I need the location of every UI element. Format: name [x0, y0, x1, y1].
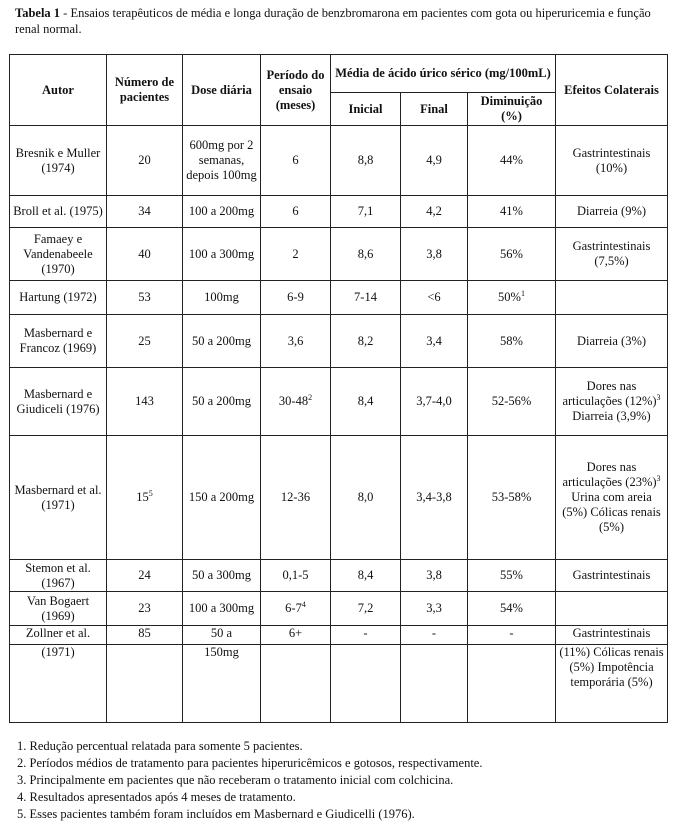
cell-inicial: 7-14 [331, 281, 401, 315]
cell-dim: 54% [468, 592, 556, 626]
cell-final: 3,3 [401, 592, 468, 626]
header-row-1 [10, 55, 668, 93]
cell-periodo [261, 645, 331, 723]
cell-n: 25 [107, 315, 183, 368]
cell-dim [468, 645, 556, 723]
table-caption [15, 5, 665, 37]
cell-inicial: 8,0 [331, 436, 401, 560]
cell-final: 4,9 [401, 126, 468, 196]
cell-autor: Van Bogaert (1969) [10, 592, 107, 626]
cell-efeitos: Dores nas articulações $(12\%)^3$ Diarreia (3,9%) [556, 368, 668, 436]
cell-periodo: 6 [261, 196, 331, 228]
cell-final: <6 [401, 281, 468, 315]
cell-final: 3,8 [401, 560, 468, 592]
cell-n: 143 [107, 368, 183, 436]
footnote: 2. Períodos médios de tratamento para pacientes hiperuricêmicos e gotosos, respectivamente. [17, 756, 483, 770]
cell-dose: 50 a 300mg [183, 560, 261, 592]
footnote: 1. Redução percentual relatada para somente 5 pacientes. [17, 739, 303, 753]
cell-efeitos: Gastrintestinais [556, 626, 668, 645]
caption-text: - Ensaios terapêuticos de média e longa duração de benzbromarona em pacientes com gota ou hiperuricemia e função renal normal. [15, 6, 651, 36]
cell-dose: 50 a 200mg [183, 315, 261, 368]
cell-dose: 50 a 200mg [183, 368, 261, 436]
cell-autor: Masbernard e Francoz (1969) [10, 315, 107, 368]
cell-autor: Hartung (1972) [10, 281, 107, 315]
cell-inicial: 7,2 [331, 592, 401, 626]
cell-efeitos: Gastrintestinais (10%) [556, 126, 668, 196]
footnote: 5. Esses pacientes também foram incluídos em Masbernard e Giudicelli (1976). [17, 807, 415, 821]
cell-autor: Famaey e Vandenabeele (1970) [10, 228, 107, 281]
cell-autor: Stemon et al. (1967) [10, 560, 107, 592]
cell-periodo: 0,1-5 [261, 560, 331, 592]
cell-dose: 150mg [183, 645, 261, 723]
cell-final: 3,4-3,8 [401, 436, 468, 560]
cell-inicial: 8,8 [331, 126, 401, 196]
cell-periodo: 12-36 [261, 436, 331, 560]
cell-n: 40 [107, 228, 183, 281]
cell-dim: 50%$^1$ [468, 281, 556, 315]
cell-n [107, 645, 183, 723]
cell-efeitos [556, 281, 668, 315]
cell-inicial: 8,2 [331, 315, 401, 368]
cell-dim: 55% [468, 560, 556, 592]
footnote: 3. Principalmente em pacientes que não receberam o tratamento inicial com colchicina. [17, 773, 454, 787]
table-row [10, 228, 668, 281]
cell-efeitos: Diarreia (3%) [556, 315, 668, 368]
table-row [10, 368, 668, 436]
cell-dim: 44% [468, 126, 556, 196]
cell-periodo: 6+ [261, 626, 331, 645]
cell-efeitos: Gastrintestinais (7,5%) [556, 228, 668, 281]
cell-dim: 52-56% [468, 368, 556, 436]
cell-dose: 100mg [183, 281, 261, 315]
cell-dim: 41% [468, 196, 556, 228]
cell-dose: 100 a 300mg [183, 228, 261, 281]
cell-inicial: 7,1 [331, 196, 401, 228]
table-row [10, 560, 668, 592]
cell-final: 3,7-4,0 [401, 368, 468, 436]
cell-inicial [331, 645, 401, 723]
cell-autor: Broll et al. (1975) [10, 196, 107, 228]
cell-n: $15^5$ [107, 436, 183, 560]
cell-autor: (1971) [10, 645, 107, 723]
cell-final: 3,4 [401, 315, 468, 368]
cell-dim: 56% [468, 228, 556, 281]
cell-periodo: 6-9 [261, 281, 331, 315]
table-row [10, 196, 668, 228]
table-row [10, 281, 668, 315]
table-body [10, 126, 668, 723]
footnote: 4. Resultados apresentados após 4 meses de tratamento. [17, 790, 296, 804]
cell-autor: Bresnik e Muller (1974) [10, 126, 107, 196]
cell-dose: 50 a [183, 626, 261, 645]
cell-final: 3,8 [401, 228, 468, 281]
cell-inicial: 8,6 [331, 228, 401, 281]
cell-final [401, 645, 468, 723]
col-autor: Autor [10, 55, 107, 126]
cell-autor: Zollner et al. [10, 626, 107, 645]
col-media: Média de ácido úrico sérico (mg/100mL) [331, 55, 556, 93]
cell-efeitos: Dores nas articulações $(23\%)^3$ Urina com areia (5%) Cólicas renais (5%) [556, 436, 668, 560]
cell-n: 34 [107, 196, 183, 228]
col-dose: Dose diária [183, 55, 261, 126]
cell-inicial: 8,4 [331, 368, 401, 436]
cell-efeitos: Diarreia (9%) [556, 196, 668, 228]
cell-final: - [401, 626, 468, 645]
cell-dose: 100 a 300mg [183, 592, 261, 626]
cell-dim: 53-58% [468, 436, 556, 560]
cell-periodo: 6 [261, 126, 331, 196]
cell-n: 53 [107, 281, 183, 315]
cell-inicial: - [331, 626, 401, 645]
caption-label: Tabela 1 [15, 6, 61, 20]
cell-dose: 100 a 200mg [183, 196, 261, 228]
cell-n: 85 [107, 626, 183, 645]
cell-final: 4,2 [401, 196, 468, 228]
cell-n: 23 [107, 592, 183, 626]
col-inicial: Inicial [331, 93, 401, 126]
cell-periodo: 3,6 [261, 315, 331, 368]
col-efeitos: Efeitos Colaterais [556, 55, 668, 126]
table-row [10, 592, 668, 626]
cell-dose: 600mg por 2 semanas, depois 100mg [183, 126, 261, 196]
col-final: Final [401, 93, 468, 126]
cell-n: 24 [107, 560, 183, 592]
col-periodo: Período do ensaio (meses) [261, 55, 331, 126]
table-row [10, 626, 668, 645]
col-numero: Número de pacientes [107, 55, 183, 126]
table-row [10, 645, 668, 723]
cell-n: 20 [107, 126, 183, 196]
cell-periodo: 2 [261, 228, 331, 281]
cell-periodo: $30-48^2$ [261, 368, 331, 436]
cell-periodo: $6-7^4$ [261, 592, 331, 626]
table-row [10, 315, 668, 368]
cell-inicial: 8,4 [331, 560, 401, 592]
cell-autor: Masbernard et al. (1971) [10, 436, 107, 560]
col-diminuicao: Diminuição (%) [468, 93, 556, 126]
table-row [10, 436, 668, 560]
table-row [10, 126, 668, 196]
cell-efeitos [556, 592, 668, 626]
footnotes [17, 738, 667, 823]
cell-dim: 58% [468, 315, 556, 368]
cell-efeitos: Gastrintestinais [556, 560, 668, 592]
trials-table [9, 54, 668, 723]
cell-autor: Masbernard e Giudiceli (1976) [10, 368, 107, 436]
cell-dose: 150 a 200mg [183, 436, 261, 560]
cell-efeitos: (11%) Cólicas renais (5%) Impotência temporária (5%) [556, 645, 668, 723]
cell-dim: - [468, 626, 556, 645]
